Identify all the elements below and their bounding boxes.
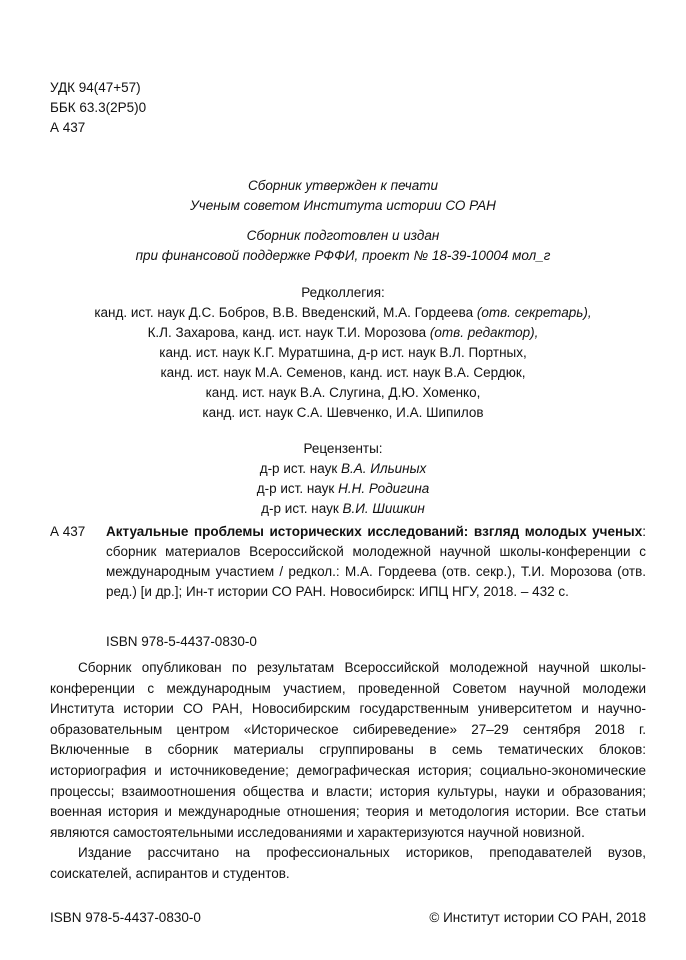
editorial-board xyxy=(60,283,626,423)
footer-isbn: ISBN 978-5-4437-0830-0 xyxy=(50,910,201,925)
reviewer-name: Н.Н. Родигина xyxy=(338,481,430,496)
approval-line-1: Сборник утвержден к печати xyxy=(247,178,439,193)
book-details: : сборник материалов Всероссийской молодежной научной школы-конференции с международным участием / редкол.: М.А. Гордеева (отв. секр.), Т.И. Морозова (отв. ред.) [и др.]; Ин-т истории СО РАН. Новосибирск: ИПЦ НГУ, 2018. – 432 с. xyxy=(106,524,646,599)
reviewer-name: В.А. Ильиных xyxy=(341,461,427,476)
funding-line-2: при финансовой поддержке РФФИ, проект № 18-39-10004 мол_г xyxy=(135,248,551,263)
board-members: К.Л. Захарова, канд. ист. наук Т.И. Морозова xyxy=(147,325,430,340)
editorial-board-line-4: канд. ист. наук М.А. Семенов, канд. ист. наук В.А. Сердюк, xyxy=(160,365,526,380)
abstract-paragraph-2: Издание рассчитано на профессиональных историков, преподавателей вузов, соискателей, аспирантов и студентов. xyxy=(50,845,646,881)
reviewer-name: В.И. Шишкин xyxy=(342,501,425,516)
catalog-code: А 437 xyxy=(50,524,86,539)
board-role: (отв. редактор), xyxy=(429,325,539,340)
approval-line-2: Ученым советом Института истории СО РАН xyxy=(190,198,496,213)
catalog-isbn: ISBN 978-5-4437-0830-0 xyxy=(106,634,257,649)
abstract-paragraph-1: Сборник опубликован по результатам Всероссийской молодежной научной школы-конференции с международным участием, проведенной Советом научной молодежи Института истории СО РАН, Новосибирским государственным университетом и научно-образовательным центром «Историческое сибиреведение» 27–29 сентября 2018 г. Включенные в сборник материалы сгруппированы в семь тематических блоков: историография и источниковедение; демографическая история; социально-экономические процессы; взаимоотношения общества и власти; история культуры, науки и образования; военная история и международные отношения; теория и методология истории. Все статьи являются самостоятельными исследованиями и характеризуются научной новизной. xyxy=(50,660,646,840)
funding-line-1: Сборник подготовлен и издан xyxy=(246,228,440,243)
editorial-board-line-5: канд. ист. наук В.А. Слугина, Д.Ю. Хоменко, xyxy=(205,385,481,400)
board-role: (отв. секретарь), xyxy=(476,305,592,320)
reviewer-degree: д-р ист. наук xyxy=(261,501,343,516)
reviewer-degree: д-р ист. наук xyxy=(256,481,339,496)
author-sign: А 437 xyxy=(50,120,86,135)
editorial-board-heading: Редколлегия: xyxy=(301,285,385,300)
reviewer-degree: д-р ист. наук xyxy=(259,461,342,476)
editorial-board-line-6: канд. ист. наук С.А. Шевченко, И.А. Шипилов xyxy=(202,405,484,420)
udk-code: УДК 94(47+57) xyxy=(50,80,141,95)
board-members: канд. ист. наук Д.С. Бобров, В.В. Введенский, М.А. Гордеева xyxy=(94,305,477,320)
reviewers xyxy=(60,439,626,519)
footer-copyright: © Институт истории СО РАН, 2018 xyxy=(429,910,646,925)
editorial-board-line-2 xyxy=(60,323,626,343)
bbk-code: ББК 63.3(2Р5)0 xyxy=(50,100,147,115)
editorial-board-line-3: канд. ист. наук К.Г. Муратшина, д-р ист. наук В.Л. Портных, xyxy=(159,345,527,360)
book-title: Актуальные проблемы исторических исследований: взгляд молодых ученых xyxy=(106,524,643,539)
reviewer-2 xyxy=(60,479,626,499)
catalog-entry xyxy=(50,522,650,649)
reviewer-3 xyxy=(60,499,626,519)
reviewers-heading: Рецензенты: xyxy=(303,441,383,456)
catalog-description xyxy=(106,522,646,602)
approval-note xyxy=(60,176,626,216)
reviewer-1 xyxy=(60,459,626,479)
abstract xyxy=(50,658,646,885)
classification-codes xyxy=(50,78,146,138)
funding-note xyxy=(60,226,626,266)
editorial-board-line-1 xyxy=(60,303,626,323)
